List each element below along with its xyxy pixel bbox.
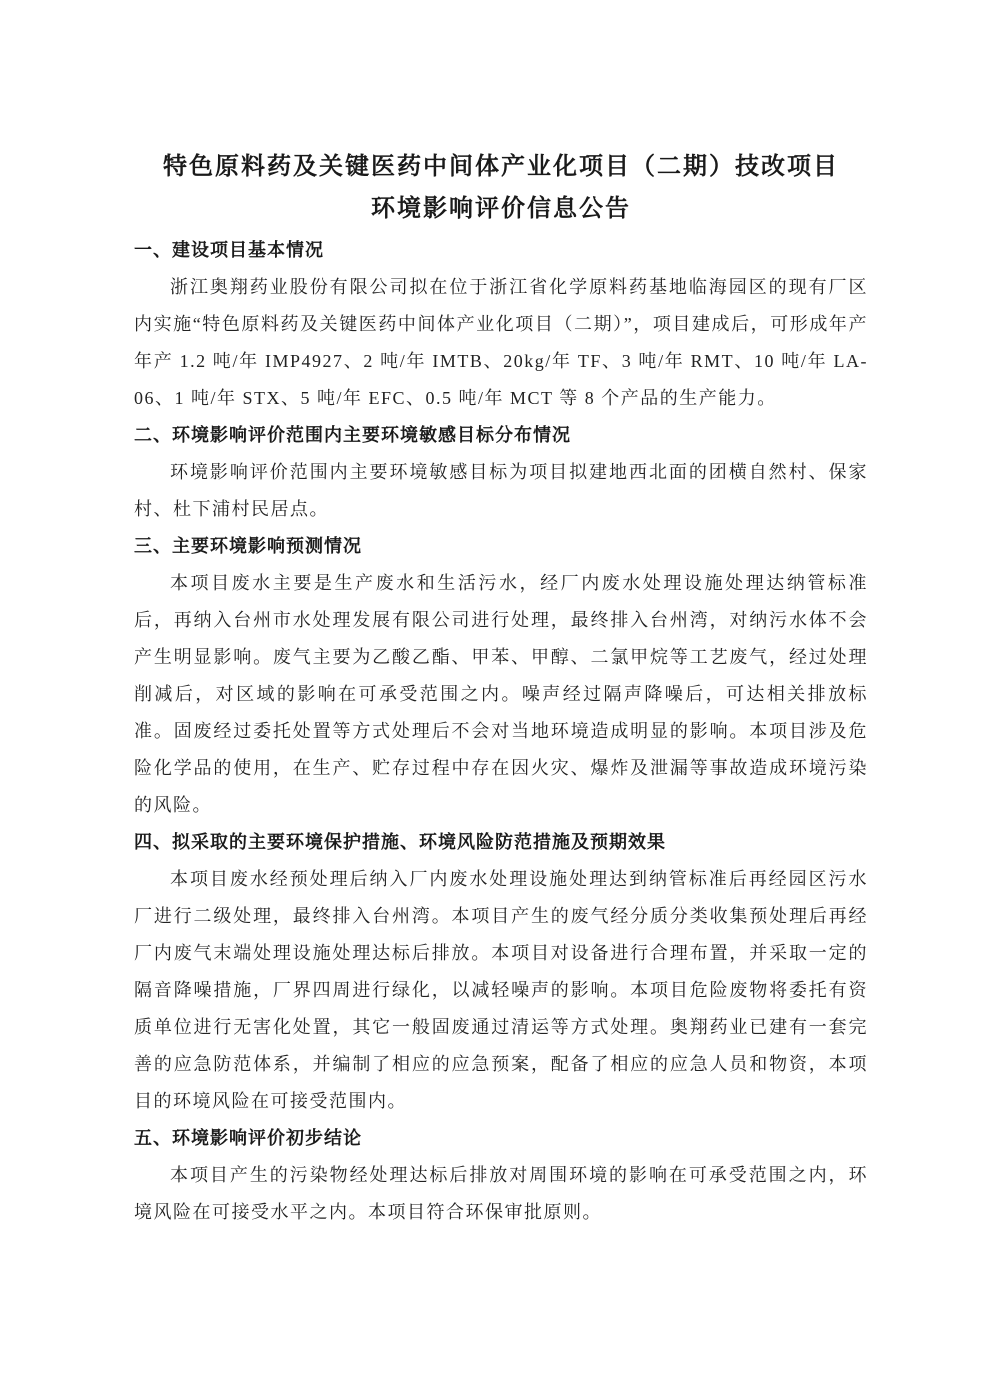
section-project-basic-info: [134, 232, 868, 417]
section-4-heading: 四、拟采取的主要环境保护措施、环境风险防范措施及预期效果: [134, 832, 666, 852]
section-3-heading: 三、主要环境影响预测情况: [134, 536, 362, 556]
section-impact-prediction: [134, 528, 868, 824]
section-5-paragraph: 本项目产生的污染物经处理达标后排放对周围环境的影响在可承受范围之内，环境风险在可接受水平之内。本项目符合环保审批原则。: [134, 1165, 868, 1222]
document-title-line-1: 特色原料药及关键医药中间体产业化项目（二期）技改项目: [163, 153, 839, 180]
section-1-heading: 一、建设项目基本情况: [134, 240, 324, 260]
section-4-paragraph: 本项目废水经预处理后纳入厂内废水处理设施处理达到纳管标准后再经园区污水厂进行二级处理，最终排入台州湾。本项目产生的废气经分质分类收集预处理后再经厂内废气末端处理设施处理达标后排放。本项目对设备进行合理布置，并采取一定的隔音降噪措施，厂界四周进行绿化，以减轻噪声的影响。本项目危险废物将委托有资质单位进行无害化处置，其它一般固废通过清运等方式处理。奥翔药业已建有一套完善的应急防范体系，并编制了相应的应急预案，配备了相应的应急人员和物资，本项目的环境风险在可接受范围内。: [134, 869, 868, 1111]
section-sensitive-targets: [134, 417, 868, 528]
section-1-paragraph: 浙江奥翔药业股份有限公司拟在位于浙江省化学原料药基地临海园区的现有厂区内实施“特色原料药及关键医药中间体产业化项目（二期）”，项目建成后，可形成年产年产 1.2 吨/年 IMP4927、2 吨/年 IMTB、20kg/年 TF、3 吨/年 RMT、10 吨/年 LA-06、1 吨/年 STX、5 吨/年 EFC、0.5 吨/年 MCT 等 8 个产品的生产能力。: [134, 277, 868, 408]
section-preliminary-conclusion: [134, 1120, 868, 1231]
section-5-heading: 五、环境影响评价初步结论: [134, 1128, 362, 1148]
section-2-heading: 二、环境影响评价范围内主要环境敏感目标分布情况: [134, 425, 571, 445]
section-3-paragraph: 本项目废水主要是生产废水和生活污水，经厂内废水处理设施处理达纳管标准后，再纳入台州市水处理发展有限公司进行处理，最终排入台州湾，对纳污水体不会产生明显影响。废气主要为乙酸乙酯、甲苯、甲醇、二氯甲烷等工艺废气，经过处理削减后，对区域的影响在可承受范围之内。噪声经过隔声降噪后，可达相关排放标准。固废经过委托处置等方式处理后不会对当地环境造成明显的影响。本项目涉及危险化学品的使用，在生产、贮存过程中存在因火灾、爆炸及泄漏等事故造成环境污染的风险。: [134, 573, 868, 815]
document-title: [134, 146, 868, 230]
section-2-paragraph: 环境影响评价范围内主要环境敏感目标为项目拟建地西北面的团横自然村、保家村、杜下浦村民居点。: [134, 462, 868, 519]
document-title-line-2: 环境影响评价信息公告: [371, 195, 631, 222]
section-protection-measures: [134, 824, 868, 1120]
document-body: [134, 232, 868, 1231]
